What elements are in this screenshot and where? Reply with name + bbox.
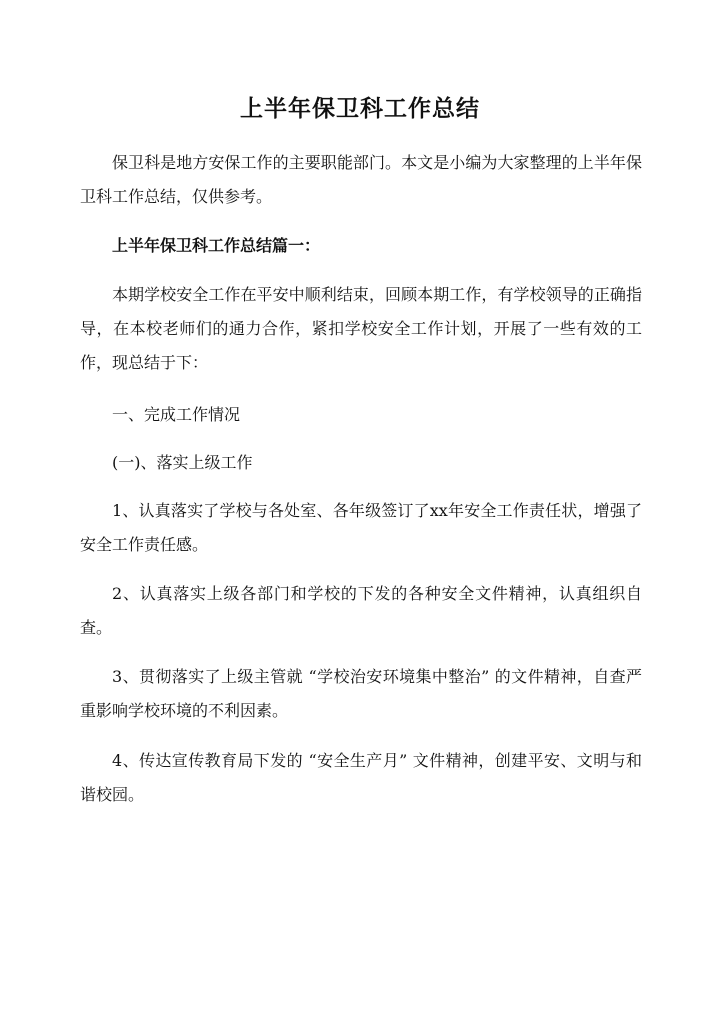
list-item: 1、认真落实了学校与各处室、各年级签订了xx年安全工作责任状，增强了安全工作责任感。 [80, 501, 642, 554]
heading-completed-work: 一、完成工作情况 [112, 405, 241, 424]
list-item: 2、认真落实上级各部门和学校的下发的各种安全文件精神，认真组织自查。 [80, 584, 642, 637]
list-item: 3、贯彻落实了上级主管就 “学校治安环境集中整治” 的文件精神，自查严重影响学校环境的不利因素。 [80, 667, 642, 720]
opening-paragraph: 本期学校安全工作在平安中顺利结束，回顾本期工作，有学校领导的正确指导，在本校老师们的通力合作，紧扣学校安全工作计划，开展了一些有效的工作，现总结于下： [80, 285, 642, 372]
intro-paragraph: 保卫科是地方安保工作的主要职能部门。本文是小编为大家整理的上半年保卫科工作总结，仅供参考。 [80, 153, 642, 206]
list-item: 4、传达宣传教育局下发的 “安全生产月” 文件精神，创建平安、文明与和谐校园。 [80, 751, 642, 804]
section-heading: 上半年保卫科工作总结篇一： [112, 236, 321, 255]
subheading-implement-superior-work: (一)、落实上级工作 [112, 453, 253, 472]
document-title: 上半年保卫科工作总结 [240, 96, 480, 122]
